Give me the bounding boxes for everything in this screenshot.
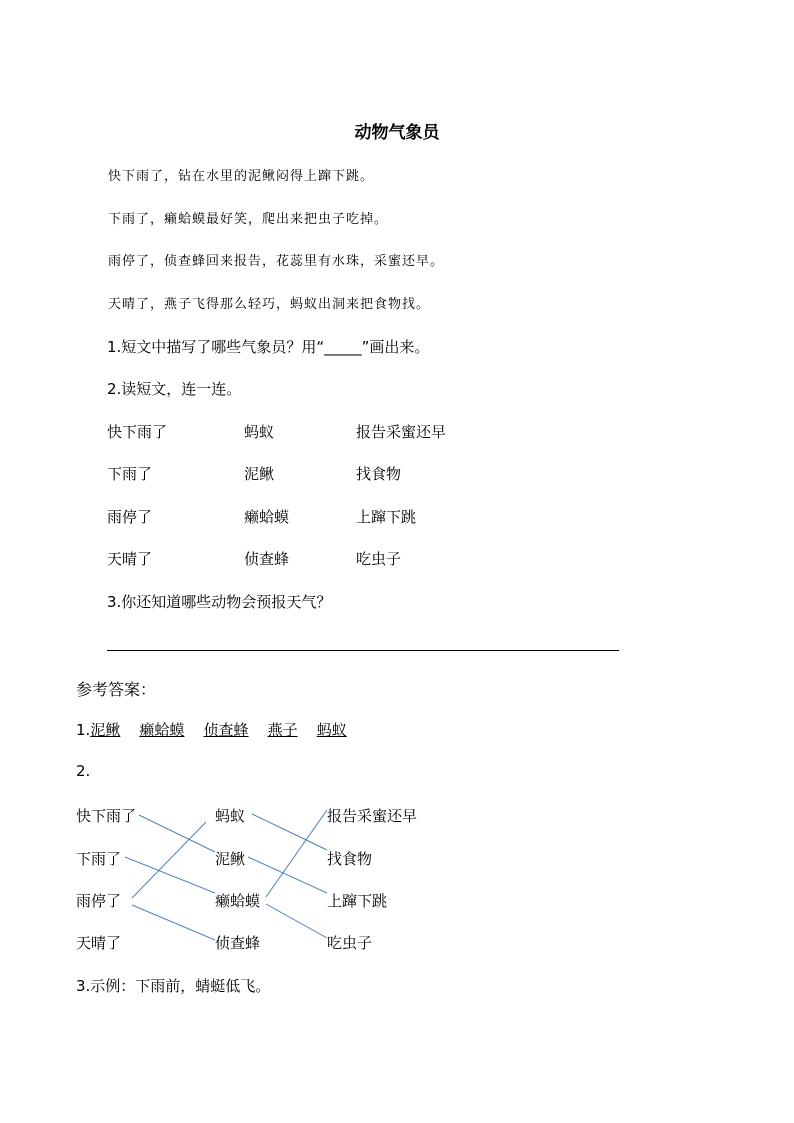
poem-line: 快下雨了，钻在水里的泥鳅闷得上蹿下跳。 xyxy=(108,169,375,184)
poem-line: 天晴了，燕子飞得那么轻巧，蚂蚁出洞来把食物找。 xyxy=(108,297,431,312)
match-animal: 侦查蜂 xyxy=(244,550,290,568)
match-action: 报告采蜜还早 xyxy=(356,423,447,441)
answer-animal: 蚂蚁 xyxy=(215,807,246,825)
answer-1-item: 侦查蜂 xyxy=(203,721,249,739)
answers-heading: 参考答案： xyxy=(76,680,157,699)
question-2: 2.读短文，连一连。 xyxy=(107,380,242,398)
match-animal: 蚂蚁 xyxy=(244,423,275,441)
answer-action: 报告采蜜还早 xyxy=(327,807,418,825)
match-weather: 天晴了 xyxy=(107,550,153,568)
answer-animal: 癞蛤蟆 xyxy=(215,892,261,910)
answer-weather: 快下雨了 xyxy=(76,807,137,825)
answer-1-item: 泥鳅 xyxy=(90,721,121,739)
match-action: 吃虫子 xyxy=(356,550,402,568)
match-weather: 雨停了 xyxy=(107,508,153,526)
answer-animal: 侦查蜂 xyxy=(215,934,261,952)
question-1: 1.短文中描写了哪些气象员？用“_____”画出来。 xyxy=(107,338,430,356)
match-action: 上蹿下跳 xyxy=(356,508,417,526)
page-title: 动物气象员 xyxy=(354,123,440,143)
connector-line xyxy=(125,857,215,893)
answer-weather: 雨停了 xyxy=(76,892,122,910)
answer-1-item: 燕子 xyxy=(267,721,298,739)
poem-line: 雨停了，侦查蜂回来报告，花蕊里有水珠，采蜜还早。 xyxy=(108,254,445,269)
answer-1-prefix: 1. xyxy=(76,721,91,739)
answer-2-label: 2. xyxy=(76,762,91,780)
connector-line xyxy=(139,815,215,852)
poem-line: 下雨了，癞蛤蟆最好笑，爬出来把虫子吃掉。 xyxy=(108,212,389,227)
answer-animal: 泥鳅 xyxy=(215,850,246,868)
match-weather: 快下雨了 xyxy=(107,423,168,441)
question-3: 3.你还知道哪些动物会预报天气？ xyxy=(107,593,332,611)
match-animal: 癞蛤蟆 xyxy=(244,508,290,526)
answer-weather: 下雨了 xyxy=(76,850,122,868)
answer-3: 3.示例：下雨前，蜻蜓低飞。 xyxy=(76,977,271,995)
answer-action: 吃虫子 xyxy=(327,934,373,952)
answer-action: 找食物 xyxy=(327,850,373,868)
connector-line xyxy=(266,810,327,897)
answer-1-item: 癞蛤蟆 xyxy=(139,721,185,739)
answer-action: 上蹿下跳 xyxy=(327,892,388,910)
answer-weather: 天晴了 xyxy=(76,934,122,952)
connector-line xyxy=(132,822,206,898)
connector-line xyxy=(132,905,215,940)
answer-1-item: 蚂蚁 xyxy=(316,721,347,739)
match-weather: 下雨了 xyxy=(107,465,153,483)
connector-line xyxy=(266,904,327,938)
match-animal: 泥鳅 xyxy=(244,465,275,483)
connector-line xyxy=(248,857,327,893)
match-action: 找食物 xyxy=(356,465,402,483)
connector-line xyxy=(252,814,327,850)
